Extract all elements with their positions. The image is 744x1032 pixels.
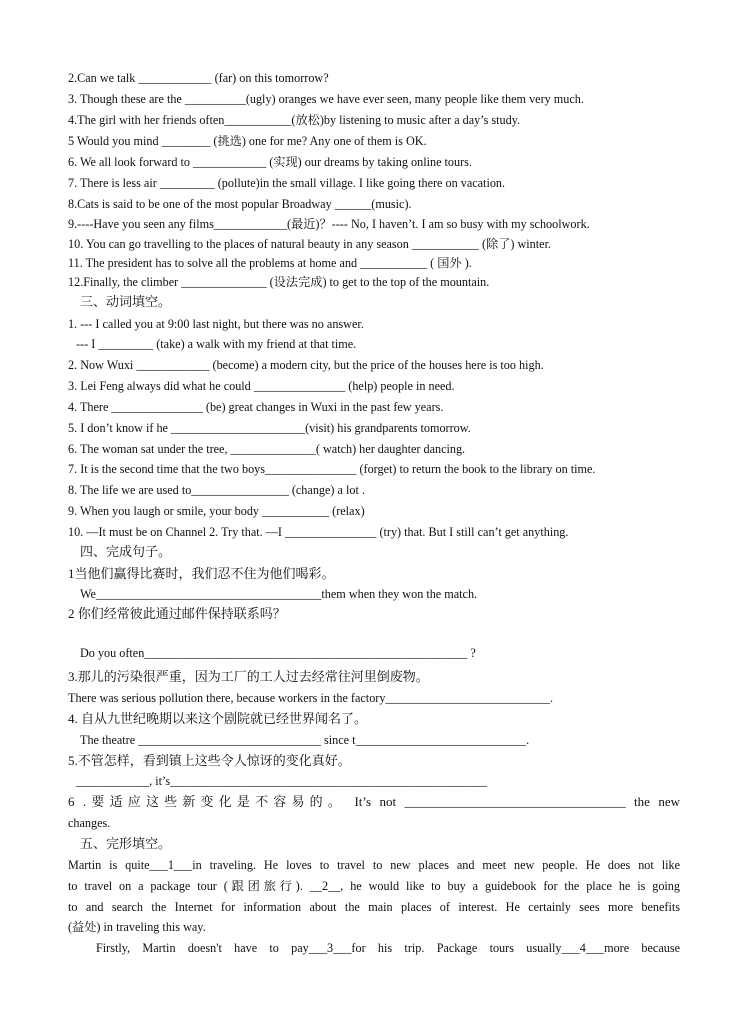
sentence-prompt-zh: 6 .要适应这些新变化是不容易的。 It’s not __________________________________ the new [68, 794, 680, 809]
exercise-2-4-line: 2.Can we talk ____________ (far) on this tomorrow? [68, 71, 329, 85]
sentence-answer-line: The theatre ______________________________ since t____________________________. [80, 733, 530, 747]
sentence-prompt-zh: 1当他们赢得比赛时，我们忍不住为他们喝彩。 [68, 566, 335, 581]
sentence-answer-line: changes. [68, 816, 111, 830]
exercise-2-4-line: 8.Cats is said to be one of the most popular Broadway ______(music). [68, 197, 412, 211]
section-3-heading: 三、动词填空。 [80, 294, 172, 309]
sentence-prompt-zh: 2 你们经常彼此通过邮件保持联系吗？ [68, 606, 286, 621]
sentence-prompt-zh: 4. 自从九世纪晚期以来这个剧院就已经世界闻名了。 [68, 711, 368, 726]
verb-exercise-line: 8. The life we are used to________________ (change) a lot . [68, 483, 365, 497]
verb-exercise-line: 6. The woman sat under the tree, ______________( watch) her daughter dancing. [68, 442, 466, 456]
sentence-answer-line: There was serious pollution there, because workers in the factory___________________________. [68, 691, 554, 705]
section-4-heading: 四、完成句子。 [80, 544, 172, 559]
cloze-passage-line: to travel on a package tour (跟团旅行). __2__, he would like to buy a guidebook for the place he is going [68, 879, 680, 893]
exercise-2-4-line: 12.Finally, the climber ______________ (设法完成) to get to the top of the mountain. [68, 275, 490, 289]
sentence-answer-line: Do you often_____________________________________________________ ? [80, 646, 476, 660]
exercise-2-4-line: 7. There is less air _________ (pollute)in the small village. I like going there on vacation. [68, 176, 506, 190]
exercise-2-4-line: 6. We all look forward to ____________ (实现) our dreams by taking online tours. [68, 155, 472, 169]
verb-exercise-line: 5. I don’t know if he ______________________(visit) his grandparents tomorrow. [68, 421, 471, 435]
verb-exercise-line: 3. Lei Feng always did what he could _______________ (help) people in need. [68, 379, 455, 393]
exercise-2-4-line: 10. You can go travelling to the places of natural beauty in any season ___________ (除了) winter. [68, 237, 551, 251]
sentence-answer-line: We_____________________________________them when they won the match. [80, 587, 478, 601]
verb-exercise-line: 7. It is the second time that the two boys_______________ (forget) to return the book to the library on time. [68, 462, 596, 476]
verb-exercise-line: 10. —It must be on Channel 2. Try that. —I _______________ (try) that. But I still can’t get anything. [68, 525, 569, 539]
exercise-2-4-line: 9.----Have you seen any films____________(最近)？---- No, I haven’t. I am so busy with my schoolwork. [68, 217, 590, 231]
exercise-2-4-line: 3. Though these are the __________(ugly) oranges we have ever seen, many people like them very much. [68, 92, 584, 106]
section-5-heading: 五、完形填空。 [80, 836, 172, 851]
verb-exercise-line: --- I _________ (take) a walk with my friend at that time. [76, 337, 357, 351]
cloze-passage-line: (益处) in traveling this way. [68, 920, 206, 934]
exercise-2-4-line: 4.The girl with her friends often___________(放松)by listening to music after a day’s study. [68, 113, 521, 127]
sentence-answer-line: ____________, it’s____________________________________________________ [76, 774, 487, 788]
verb-exercise-line: 4. There _______________ (be) great changes in Wuxi in the past few years. [68, 400, 444, 414]
cloze-passage-line: Firstly, Martin doesn't have to pay___3___for his trip. Package tours usually___4___more because [96, 941, 680, 955]
cloze-passage-line: to and search the Internet for information about the main places of interest. He certainly sees more benefits [68, 900, 680, 914]
exercise-2-4-line: 5 Would you mind ________ (挑选) one for me? Any one of them is OK. [68, 134, 427, 148]
exercise-2-4-line: 11. The president has to solve all the problems at home and ___________ ( 国外 ). [68, 256, 472, 270]
cloze-passage-line: Martin is quite___1___in traveling. He loves to travel to new places and meet new people. He does not like [68, 858, 680, 872]
verb-exercise-line: 9. When you laugh or smile, your body ___________ (relax) [68, 504, 365, 518]
sentence-prompt-zh: 3.那儿的污染很严重，因为工厂的工人过去经常往河里倒废物。 [68, 669, 429, 684]
verb-exercise-line: 1. --- I called you at 9:00 last night, but there was no answer. [68, 317, 364, 331]
verb-exercise-line: 2. Now Wuxi ____________ (become) a modern city, but the price of the houses here is too high. [68, 358, 544, 372]
sentence-prompt-zh: 5.不管怎样，看到镇上这些令人惊讶的变化真好。 [68, 753, 351, 768]
